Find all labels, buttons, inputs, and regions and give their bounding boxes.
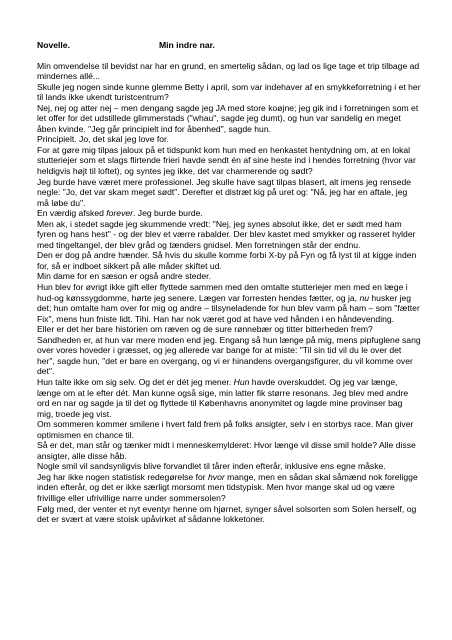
paragraph-text: Hun talte ikke om sig selv. Og det er dét jeg mener.: [37, 376, 234, 387]
paragraph: [37, 461, 421, 472]
paragraph-text: Min dame for en sæson er også andre steder.: [37, 271, 211, 282]
paragraph: [37, 134, 421, 145]
italic-text: hvor: [208, 471, 225, 482]
paragraph: [37, 324, 421, 335]
paragraph: [37, 419, 421, 440]
paragraph: [37, 282, 421, 324]
paragraph-text: Jeg burde have været mere professionel. Jeg skulle have sagt tilpas blasert, alt imens jeg rensede negle: "Jo, det var skam meget sødt". Derefter et distræt kig på uret og: "Nå, jeg har en aftale, jeg må løbe du".: [37, 176, 412, 208]
paragraph: [37, 504, 421, 525]
paragraph-text: Sandheden er, at hun var mere moden end jeg. Engang så hun længe på mig, mens pipfuglene sang over vores hoveder i græsset, og jeg allerede var bange for at miste: "Til sin tid vil du le over det her", sagde hun, "det er bare en overgang, og vi er hinandens overgangsfigurer, du vil komme over det".: [37, 334, 421, 377]
paragraph-text: Men ak, i stedet sagde jeg skummende vredt: "Nej, jeg synes absolut ikke, det er sødt med ham fyren og hans hest" - og der blev et værre rabalder. Der blev kastet med smykker og rasseret hylder med tingeltangel, der blev gråd og tænders gnidsel. Men forretningen står der endnu.: [37, 218, 416, 250]
italic-text: forever: [106, 208, 134, 219]
paragraph: [37, 440, 421, 461]
paragraph-text: En værdig afsked: [37, 208, 107, 219]
paragraph-text: For at gøre mig tilpas jaloux på et tidspunkt kom hun med en henkastet hentydning om, at en lokal stutteriejer som et slags flirtende frieri havde sendt én af sine heste ind i hendes forretning (hvor var heldigvis højt til loftet), og syntes jeg ikke, det var charmerende og sødt?: [37, 144, 416, 177]
story-text: [37, 61, 421, 525]
document-heading: [37, 40, 421, 51]
paragraph: [37, 250, 421, 271]
paragraph-text: Jeg har ikke nogen statistisk redegørelse for: [37, 471, 209, 482]
paragraph: [37, 271, 421, 282]
paragraph-text: mange, men en sådan skal såmænd nok foreligge inden efterår, og det er ikke særligt morsomt men tidstypisk. Men hvor mange skal ud og være frivillige eller ufrivillige narre under sommersolen?: [37, 471, 418, 503]
paragraph-text: Om sommeren kommer smilene i hvert fald frem på folks ansigter, selv i en storbys race. Man giver optimismen en chance til.: [37, 419, 414, 440]
paragraph: [37, 177, 421, 209]
paragraph: [37, 219, 421, 251]
paragraph-text: Principielt. Jo, det skal jeg love for.: [37, 134, 169, 145]
paragraph-text: Skulle jeg nogen sinde kunne glemme Betty i april, som var indehaver af en smykkeforretning i et her til lands ikke ukendt turistcentrum?: [37, 81, 421, 103]
paragraph: [37, 82, 421, 103]
paragraph-text: Følg med, der venter et nyt eventyr henne om hjørnet, synger såvel solsorten som Solen herself, og det er svært at være stoisk upåvirket af sådanne lokketoner.: [37, 503, 417, 525]
paragraph: [37, 145, 421, 177]
paragraph: [37, 335, 421, 377]
document-body: [37, 40, 421, 525]
paragraph-text: Så er det, man står og tænker midt i menneskemylderet: Hvor længe vil disse smil holde? Alle disse ansigter, alle disse håb.: [37, 440, 416, 461]
paragraph: [37, 472, 421, 504]
paragraph-text: husker jeg det; hun omtalte ham over for mig og andre – tilsyneladende for hun blev varm på ham – som "fætter Fix", mens hun fniste lidt. Tihi. Han har nok været god at have ved hånden i en håndevending.: [37, 292, 420, 324]
paragraph: [37, 377, 421, 419]
genre-label: Novelle.: [37, 40, 70, 50]
paragraph-text: Hun blev for øvrigt ikke gift eller flyttede sammen med den omtalte stutteriejer men med en læge i hud-og kønssygdomme, hørte jeg senere. Lægen var forresten hendes fætter, og ja,: [37, 282, 408, 303]
paragraph: [37, 103, 421, 135]
italic-text: Hun: [233, 376, 250, 387]
paragraph: [37, 208, 421, 219]
paragraph-text: . Jeg burde burde.: [133, 208, 203, 219]
paragraph-text: Nej, nej og atter nej – men dengang sagde jeg JA med store koøjne; jeg gik ind i forretningen som et let offer for det udstillede glimmerstads ("whau", sagde jeg dumt), og hun var sandelig en meget åben kvinde. "Jeg går principielt ind for åbenhed", sagde hun.: [37, 102, 419, 134]
paragraph-text: Den er dog på andre hænder. Så hvis du skulle komme forbi X-by på Fyn og få lyst til at kigge inden for, så er indboet sikkert på alle måder skiftet ud.: [37, 250, 417, 271]
story-title: Min indre nar.: [159, 40, 215, 50]
italic-text: nu: [359, 292, 369, 303]
paragraph-text: Eller er det her bare historien om ræven og de sure rønnebær og titter bitterheden frem?: [37, 324, 373, 335]
paragraph-text: Min omvendelse til bevidst nar har en grund, en smertelig sådan, og lad os lige tage et trip tilbage ad mindernes allé...: [37, 60, 420, 82]
paragraph-text: Nogle smil vil sandsynligvis blive forvandlet til tårer inden efterår, inklusive ens egne måske.: [37, 461, 386, 472]
paragraph-text: havde overskuddet. Og jeg var længe, længe om at le efter dét. Man kunne også sige, min latter fik større resonans. Jeg blev med andre ord en nar og sagde ja til det og flyttede til Københavns anonymitet og lagde mine provinser bag mig, troede jeg vist.: [37, 376, 409, 419]
paragraph: [37, 61, 421, 82]
